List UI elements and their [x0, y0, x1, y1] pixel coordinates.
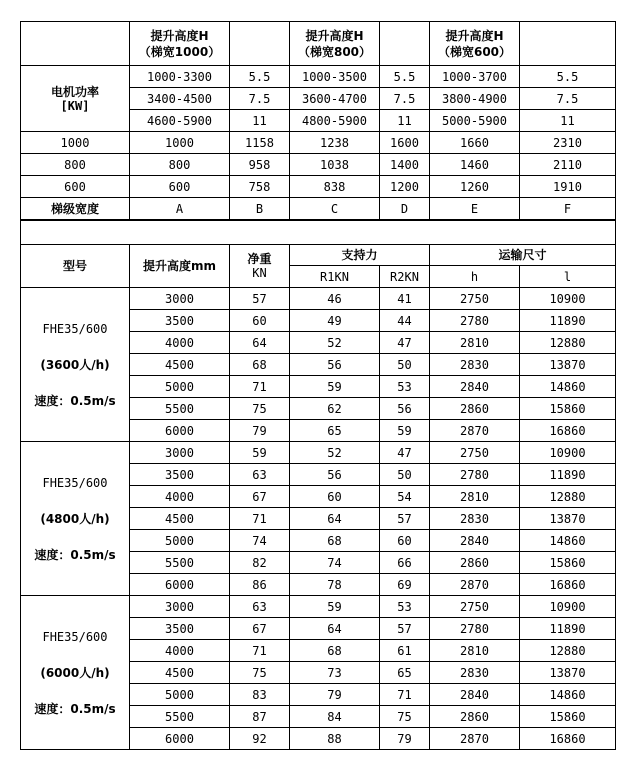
table-cell: 1158	[230, 132, 290, 154]
table-cell: 16860	[520, 574, 616, 596]
table-cell: 79	[230, 420, 290, 442]
table-cell: 6000	[130, 420, 230, 442]
table-cell: 5500	[130, 552, 230, 574]
step-width-label: 梯级宽度	[21, 198, 130, 220]
table-cell: 50	[380, 464, 430, 486]
table-cell: 57	[380, 618, 430, 640]
table-cell: 65	[380, 662, 430, 684]
table-cell: 47	[380, 332, 430, 354]
table-cell: 2840	[430, 530, 520, 552]
table-cell: 79	[380, 728, 430, 750]
table-cell: 4800-5900	[290, 110, 380, 132]
table-cell: 2830	[430, 508, 520, 530]
model-cell	[21, 442, 130, 596]
table-cell: 67	[230, 618, 290, 640]
table-row	[21, 154, 616, 176]
table-cell: 74	[290, 552, 380, 574]
table-cell: 2870	[430, 728, 520, 750]
table-cell: 44	[380, 310, 430, 332]
table-row	[21, 288, 616, 310]
table-cell: 2310	[520, 132, 616, 154]
table-cell: 60	[290, 486, 380, 508]
table-cell: 56	[290, 354, 380, 376]
table-cell: 2840	[430, 376, 520, 398]
table-cell: 2830	[430, 662, 520, 684]
table-cell: 2750	[430, 596, 520, 618]
table-cell: 68	[290, 530, 380, 552]
table-cell: 57	[380, 508, 430, 530]
table-cell: 1000-3500	[290, 66, 380, 88]
spec-table-bottom	[20, 220, 616, 750]
table-cell: 1238	[290, 132, 380, 154]
table-cell: 5.5	[230, 66, 290, 88]
table-cell: 59	[230, 442, 290, 464]
net-weight-header: 净重 KN	[230, 245, 290, 288]
table-cell: 86	[230, 574, 290, 596]
table-cell: 2870	[430, 420, 520, 442]
table-cell: 5.5	[520, 66, 616, 88]
table-cell: 3600-4700	[290, 88, 380, 110]
table-cell: 71	[230, 376, 290, 398]
model-cell	[21, 596, 130, 750]
table-cell: 54	[380, 486, 430, 508]
table-cell	[230, 22, 290, 66]
table-cell: 41	[380, 288, 430, 310]
model-speed: 速度：0.5m/s	[34, 393, 116, 408]
table-cell: 53	[380, 596, 430, 618]
model-model: FHE35/600	[42, 629, 108, 644]
table-cell: 2750	[430, 288, 520, 310]
table-cell: 4500	[130, 508, 230, 530]
table-cell: 52	[290, 332, 380, 354]
table-cell: 2810	[430, 640, 520, 662]
table-cell: 5000	[130, 684, 230, 706]
table-cell: C	[290, 198, 380, 220]
table-cell: 11890	[520, 464, 616, 486]
table-cell: 64	[290, 618, 380, 640]
table-cell: 12880	[520, 486, 616, 508]
table-cell: 7.5	[230, 88, 290, 110]
table-cell: 53	[380, 376, 430, 398]
lift-height-header-600: 提升高度H （梯宽600）	[430, 22, 520, 66]
table-cell: 12880	[520, 332, 616, 354]
table-cell: 758	[230, 176, 290, 198]
table-cell: 78	[290, 574, 380, 596]
table-cell: 4000	[130, 332, 230, 354]
table-cell: 68	[230, 354, 290, 376]
spec-table-top	[20, 21, 616, 220]
table-cell: 16860	[520, 728, 616, 750]
table-cell: 75	[230, 662, 290, 684]
table-cell	[21, 22, 130, 66]
table-cell: 52	[290, 442, 380, 464]
lift-height-header-1000: 提升高度H （梯宽1000）	[130, 22, 230, 66]
table-cell: 11	[230, 110, 290, 132]
table-cell: 67	[230, 486, 290, 508]
model-speed: 速度：0.5m/s	[34, 701, 116, 716]
spacer-row	[21, 221, 616, 245]
table-cell: 63	[230, 464, 290, 486]
table-cell: 3500	[130, 310, 230, 332]
table-cell: 5000	[130, 376, 230, 398]
table-cell: 7.5	[380, 88, 430, 110]
table-cell: 69	[380, 574, 430, 596]
table-cell: 800	[130, 154, 230, 176]
table-cell: D	[380, 198, 430, 220]
table-cell: 57	[230, 288, 290, 310]
table-cell: 61	[380, 640, 430, 662]
table-cell: 73	[290, 662, 380, 684]
support-force-header: 支持力	[290, 245, 430, 266]
table-cell: 1460	[430, 154, 520, 176]
table-cell: 7.5	[520, 88, 616, 110]
table-cell: 88	[290, 728, 380, 750]
lift-height-header-800: 提升高度H （梯宽800）	[290, 22, 380, 66]
table-cell: 2780	[430, 618, 520, 640]
table-cell: 958	[230, 154, 290, 176]
h-header: h	[430, 266, 520, 288]
table-cell: 1000	[21, 132, 130, 154]
table-cell: 56	[380, 398, 430, 420]
table-cell: 13870	[520, 354, 616, 376]
table-cell: 2810	[430, 332, 520, 354]
table-cell: 1660	[430, 132, 520, 154]
table-cell: 74	[230, 530, 290, 552]
table-cell: 5500	[130, 398, 230, 420]
model-model: FHE35/600	[42, 321, 108, 336]
table-cell: 60	[380, 530, 430, 552]
table-cell: 1000-3700	[430, 66, 520, 88]
table-cell: 82	[230, 552, 290, 574]
table-cell: 600	[21, 176, 130, 198]
table-cell: 1400	[380, 154, 430, 176]
table-cell: 1000-3300	[130, 66, 230, 88]
table-cell: 68	[290, 640, 380, 662]
table-cell: A	[130, 198, 230, 220]
transport-size-header: 运输尺寸	[430, 245, 616, 266]
model-cell	[21, 288, 130, 442]
table-cell: 4500	[130, 354, 230, 376]
table-cell: 1200	[380, 176, 430, 198]
table-row	[21, 176, 616, 198]
table-row	[21, 245, 616, 266]
table-cell: 15860	[520, 552, 616, 574]
table-cell: 13870	[520, 508, 616, 530]
table-cell: 84	[290, 706, 380, 728]
table-cell: 2860	[430, 552, 520, 574]
table-cell: 62	[290, 398, 380, 420]
table-cell: 2110	[520, 154, 616, 176]
table-cell: E	[430, 198, 520, 220]
table-cell	[380, 22, 430, 66]
table-cell: 83	[230, 684, 290, 706]
model-groups	[21, 288, 616, 750]
model-header: 型号	[21, 245, 130, 288]
table-cell: 2840	[430, 684, 520, 706]
table-cell: 4600-5900	[130, 110, 230, 132]
table-cell: 14860	[520, 530, 616, 552]
table-cell: 71	[380, 684, 430, 706]
table-cell: 12880	[520, 640, 616, 662]
table-cell: 2830	[430, 354, 520, 376]
table-row	[21, 66, 616, 88]
table-cell: 56	[290, 464, 380, 486]
table-cell: 10900	[520, 596, 616, 618]
table-cell: 75	[380, 706, 430, 728]
table-row	[21, 132, 616, 154]
table-cell: 1600	[380, 132, 430, 154]
table-row	[21, 221, 616, 245]
table-cell: 65	[290, 420, 380, 442]
table-cell: 4000	[130, 486, 230, 508]
model-speed: 速度：0.5m/s	[34, 547, 116, 562]
table-cell: 71	[230, 640, 290, 662]
table-cell: 4000	[130, 640, 230, 662]
table-cell: 2750	[430, 442, 520, 464]
table-cell: 800	[21, 154, 130, 176]
lift-height-header: 提升高度mm	[130, 245, 230, 288]
table-cell: 59	[290, 596, 380, 618]
table-cell: 92	[230, 728, 290, 750]
table-cell: 64	[230, 332, 290, 354]
table-cell: 11	[380, 110, 430, 132]
table-cell: 15860	[520, 706, 616, 728]
table-cell: 47	[380, 442, 430, 464]
table-cell: 5000-5900	[430, 110, 520, 132]
table-cell: 59	[290, 376, 380, 398]
table-cell: 6000	[130, 574, 230, 596]
table-row	[21, 596, 616, 618]
motor-power-label: 电机功率 [KW]	[21, 66, 130, 132]
table-cell: 2810	[430, 486, 520, 508]
table-cell: 49	[290, 310, 380, 332]
table-cell: 600	[130, 176, 230, 198]
table-row	[21, 22, 616, 66]
table-cell: 75	[230, 398, 290, 420]
table-cell: 50	[380, 354, 430, 376]
table-cell: 4500	[130, 662, 230, 684]
model-capacity: (4800人/h)	[40, 511, 110, 526]
table-cell: 14860	[520, 376, 616, 398]
table-cell: 5000	[130, 530, 230, 552]
table-cell: 10900	[520, 288, 616, 310]
table-cell: 14860	[520, 684, 616, 706]
table-cell: 2860	[430, 398, 520, 420]
table-cell: 2860	[430, 706, 520, 728]
table-cell: 3000	[130, 596, 230, 618]
r1-header: R1KN	[290, 266, 380, 288]
table-cell: 46	[290, 288, 380, 310]
table-cell: 15860	[520, 398, 616, 420]
table-cell: 16860	[520, 420, 616, 442]
model-model: FHE35/600	[42, 475, 108, 490]
table-cell: 59	[380, 420, 430, 442]
table-cell: 66	[380, 552, 430, 574]
table-cell: 3500	[130, 464, 230, 486]
r2-header: R2KN	[380, 266, 430, 288]
l-header: l	[520, 266, 616, 288]
table-cell: 3000	[130, 442, 230, 464]
table-cell: 63	[230, 596, 290, 618]
table-cell: 6000	[130, 728, 230, 750]
table-cell: 3800-4900	[430, 88, 520, 110]
table-cell: 1000	[130, 132, 230, 154]
table-cell: 11890	[520, 310, 616, 332]
table-cell: 60	[230, 310, 290, 332]
table-cell: 1910	[520, 176, 616, 198]
table-cell: 3400-4500	[130, 88, 230, 110]
table-cell: F	[520, 198, 616, 220]
table-cell: 64	[290, 508, 380, 530]
table-cell: 3000	[130, 288, 230, 310]
table-cell: 1260	[430, 176, 520, 198]
table-cell: 79	[290, 684, 380, 706]
model-capacity: (3600人/h)	[40, 357, 110, 372]
table-cell: B	[230, 198, 290, 220]
table-row	[21, 442, 616, 464]
table-cell: 838	[290, 176, 380, 198]
table-cell: 2780	[430, 464, 520, 486]
table-cell	[520, 22, 616, 66]
table-cell: 71	[230, 508, 290, 530]
table-cell: 5.5	[380, 66, 430, 88]
table-cell: 11890	[520, 618, 616, 640]
table-cell: 11	[520, 110, 616, 132]
model-capacity: (6000人/h)	[40, 665, 110, 680]
table-cell: 5500	[130, 706, 230, 728]
table-cell: 87	[230, 706, 290, 728]
table-cell: 3500	[130, 618, 230, 640]
table-cell: 2870	[430, 574, 520, 596]
table-cell: 10900	[520, 442, 616, 464]
table-cell: 2780	[430, 310, 520, 332]
table-cell: 1038	[290, 154, 380, 176]
table-cell: 13870	[520, 662, 616, 684]
table-row	[21, 198, 616, 220]
